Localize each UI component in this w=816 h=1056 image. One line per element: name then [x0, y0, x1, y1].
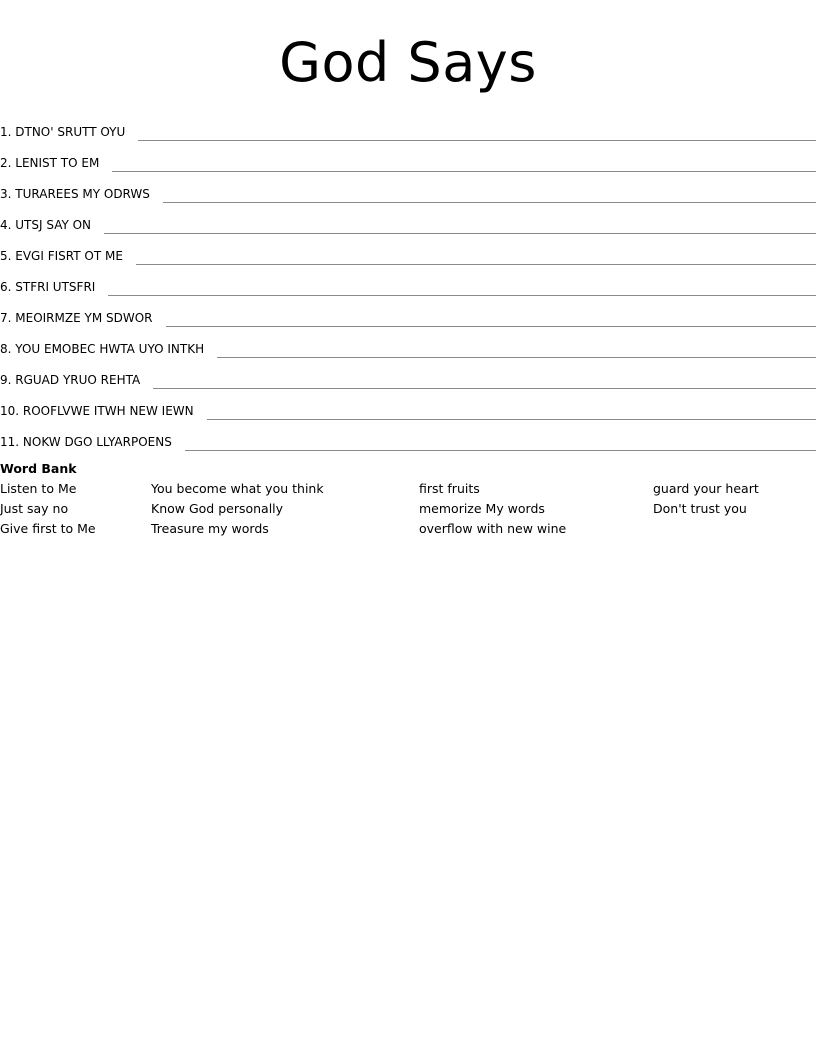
- question-text: 10. ROOFLVWE ITWH NEW IEWN: [0, 404, 194, 418]
- answer-line[interactable]: [153, 388, 816, 389]
- question-row: [0, 266, 816, 297]
- word-bank-item: Listen to Me: [0, 481, 77, 496]
- question-row: [0, 142, 816, 173]
- question-text: 1. DTNO' SRUTT OYU: [0, 125, 126, 139]
- answer-line[interactable]: [163, 202, 816, 203]
- word-bank-item: Don't trust you: [653, 501, 747, 516]
- question-text: 7. MEOIRMZE YM SDWOR: [0, 311, 153, 325]
- question-text: 4. UTSJ SAY ON: [0, 218, 92, 232]
- answer-line[interactable]: [112, 171, 816, 172]
- question-text: 3. TURAREES MY ODRWS: [0, 187, 150, 201]
- answer-line[interactable]: [136, 264, 816, 265]
- word-bank-item: You become what you think: [151, 481, 324, 496]
- question-list: [0, 111, 816, 452]
- word-bank-grid: [0, 479, 816, 539]
- question-text: 5. EVGI FISRT OT ME: [0, 249, 123, 263]
- word-bank-column: [151, 479, 324, 539]
- answer-line[interactable]: [104, 233, 816, 234]
- word-bank-item: Give first to Me: [0, 521, 96, 536]
- question-row: [0, 328, 816, 359]
- question-row: [0, 173, 816, 204]
- question-row: [0, 359, 816, 390]
- question-row: [0, 204, 816, 235]
- question-row: [0, 111, 816, 142]
- answer-line[interactable]: [185, 450, 816, 451]
- question-row: [0, 390, 816, 421]
- word-bank-column: [0, 479, 96, 539]
- answer-line[interactable]: [207, 419, 816, 420]
- answer-line[interactable]: [138, 140, 816, 141]
- page-title: God Says: [279, 31, 537, 94]
- word-bank: [0, 459, 816, 539]
- question-row: [0, 421, 816, 452]
- word-bank-item: first fruits: [419, 481, 480, 496]
- question-row: [0, 235, 816, 266]
- word-bank-item: guard your heart: [653, 481, 759, 496]
- word-bank-column: [419, 479, 566, 539]
- answer-line[interactable]: [166, 326, 816, 327]
- word-bank-item: memorize My words: [419, 501, 545, 516]
- answer-line[interactable]: [217, 357, 816, 358]
- question-text: 6. STFRI UTSFRI: [0, 280, 96, 294]
- word-bank-item: overflow with new wine: [419, 521, 567, 536]
- answer-line[interactable]: [108, 295, 816, 296]
- word-bank-item: Just say no: [0, 501, 69, 516]
- word-bank-item: Treasure my words: [151, 521, 269, 536]
- question-row: [0, 297, 816, 328]
- question-text: 8. YOU EMOBEC HWTA UYO INTKH: [0, 342, 205, 356]
- question-text: 2. LENIST TO EM: [0, 156, 100, 170]
- question-text: 9. RGUAD YRUO REHTA: [0, 373, 141, 387]
- word-bank-column: [653, 479, 759, 519]
- question-text: 11. NOKW DGO LLYARPOENS: [0, 435, 172, 449]
- word-bank-item: Know God personally: [151, 501, 284, 516]
- word-bank-heading: Word Bank: [0, 461, 77, 476]
